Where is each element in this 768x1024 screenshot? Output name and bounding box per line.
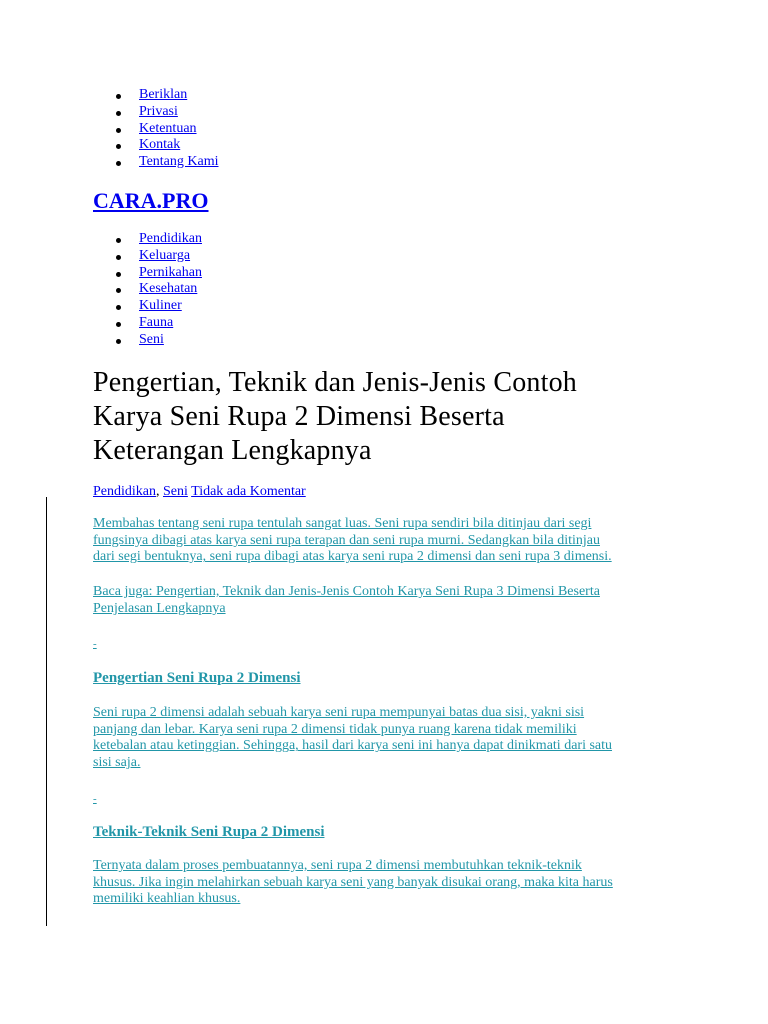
intro-paragraph (93, 516, 673, 566)
category-link[interactable]: Pernikahan (139, 264, 202, 280)
category-link[interactable]: Keluarga (139, 247, 191, 263)
read-also-line: Penjelasan Lengkapnya (93, 600, 226, 616)
spacer-link[interactable]: - (93, 793, 97, 805)
section-heading-link[interactable]: Teknik-Teknik Seni Rupa 2 Dimensi (93, 824, 325, 840)
read-also-paragraph (93, 584, 673, 617)
meta-category-seni[interactable]: Seni (163, 484, 188, 499)
article-title-line: Karya Seni Rupa 2 Dimensi Beserta (93, 401, 505, 432)
top-nav-link[interactable]: Beriklan (139, 87, 188, 102)
section-2-link[interactable] (93, 858, 613, 906)
category-link[interactable]: Seni (139, 331, 164, 347)
category-item-seni (93, 332, 202, 349)
read-also-link[interactable] (93, 584, 600, 616)
top-nav-link[interactable]: Ketentuan (139, 120, 197, 136)
article-title (93, 366, 693, 468)
section-heading-teknik (93, 823, 324, 841)
top-nav (93, 87, 219, 171)
read-also-line: Baca juga: Pengertian, Teknik dan Jenis-Jenis Contoh Karya Seni Rupa 3 Dimensi Beserta (93, 584, 600, 599)
top-nav-link[interactable]: Privasi (139, 103, 178, 119)
top-nav-item-ketentuan (93, 121, 219, 138)
section-2-line: khusus. Jika ingin melahirkan sebuah karya seni yang banyak disukai orang, maka kita harus (93, 874, 613, 890)
article-meta (93, 483, 306, 500)
category-link[interactable]: Kuliner (139, 298, 182, 314)
section-heading-pengertian (93, 669, 301, 687)
top-nav-item-beriklan (93, 87, 219, 104)
section-heading-link[interactable]: Pengertian Seni Rupa 2 Dimensi (93, 670, 301, 686)
category-item-keluarga (93, 248, 202, 265)
intro-line: dari segi bentuknya, seni rupa dibagi atas karya seni rupa 2 dimensi dan seni rupa 3 dimensi. (93, 549, 612, 565)
section-1-line: sisi saja. (93, 755, 141, 771)
top-nav-item-kontak (93, 137, 219, 154)
section-1-line: ketebalan atau ketinggian. Sehingga, hasil dari karya seni ini hanya dapat dinikmati dari satu (93, 738, 613, 754)
top-nav-link[interactable]: Kontak (139, 137, 181, 153)
category-link[interactable]: Kesehatan (139, 281, 198, 297)
intro-line: fungsinya dibagi atas karya seni rupa terapan dan seni rupa murni. Sedangkan bila ditinjau (93, 532, 600, 548)
intro-line: Membahas tentang seni rupa tentulah sangat luas. Seni rupa sendiri bila ditinjau dari segi (93, 516, 592, 531)
top-nav-item-privasi (93, 104, 219, 121)
category-item-pernikahan (93, 265, 202, 282)
article-title-line: Keterangan Lengkapnya (93, 435, 372, 466)
top-nav-link[interactable]: Tentang Kami (139, 154, 219, 170)
section-1-link[interactable] (93, 705, 612, 770)
meta-category-pendidikan[interactable]: Pendidikan (93, 484, 156, 499)
site-title-link[interactable]: CARA.PRO (93, 188, 209, 213)
section-2-line: Ternyata dalam proses pembuatannya, seni rupa 2 dimensi membutuhkan teknik-teknik (93, 858, 582, 873)
category-item-fauna (93, 315, 202, 332)
section-1-line: panjang dan lebar. Karya seni rupa 2 dimensi tidak punya ruang karena tidak memiliki (93, 721, 577, 737)
section-1-line: Seni rupa 2 dimensi adalah sebuah karya seni rupa mempunyai batas dua sisi, yakni sisi (93, 705, 585, 720)
meta-separator: , (156, 484, 163, 499)
category-item-kesehatan (93, 281, 202, 298)
category-item-pendidikan (93, 231, 202, 248)
intro-link[interactable] (93, 516, 612, 564)
section-2-paragraph (93, 858, 673, 908)
spacer-link[interactable]: - (93, 638, 97, 650)
section-1-paragraph (93, 705, 673, 772)
left-margin-rule (46, 497, 47, 926)
category-link[interactable]: Fauna (139, 314, 174, 330)
meta-comments-link[interactable]: Tidak ada Komentar (191, 484, 306, 499)
section-2-line: memiliki keahlian khusus. (93, 891, 241, 907)
category-nav (93, 231, 202, 349)
category-link[interactable]: Pendidikan (139, 231, 202, 246)
article-title-line: Pengertian, Teknik dan Jenis-Jenis Contoh (93, 367, 577, 398)
category-item-kuliner (93, 298, 202, 315)
top-nav-item-tentang-kami (93, 154, 219, 171)
